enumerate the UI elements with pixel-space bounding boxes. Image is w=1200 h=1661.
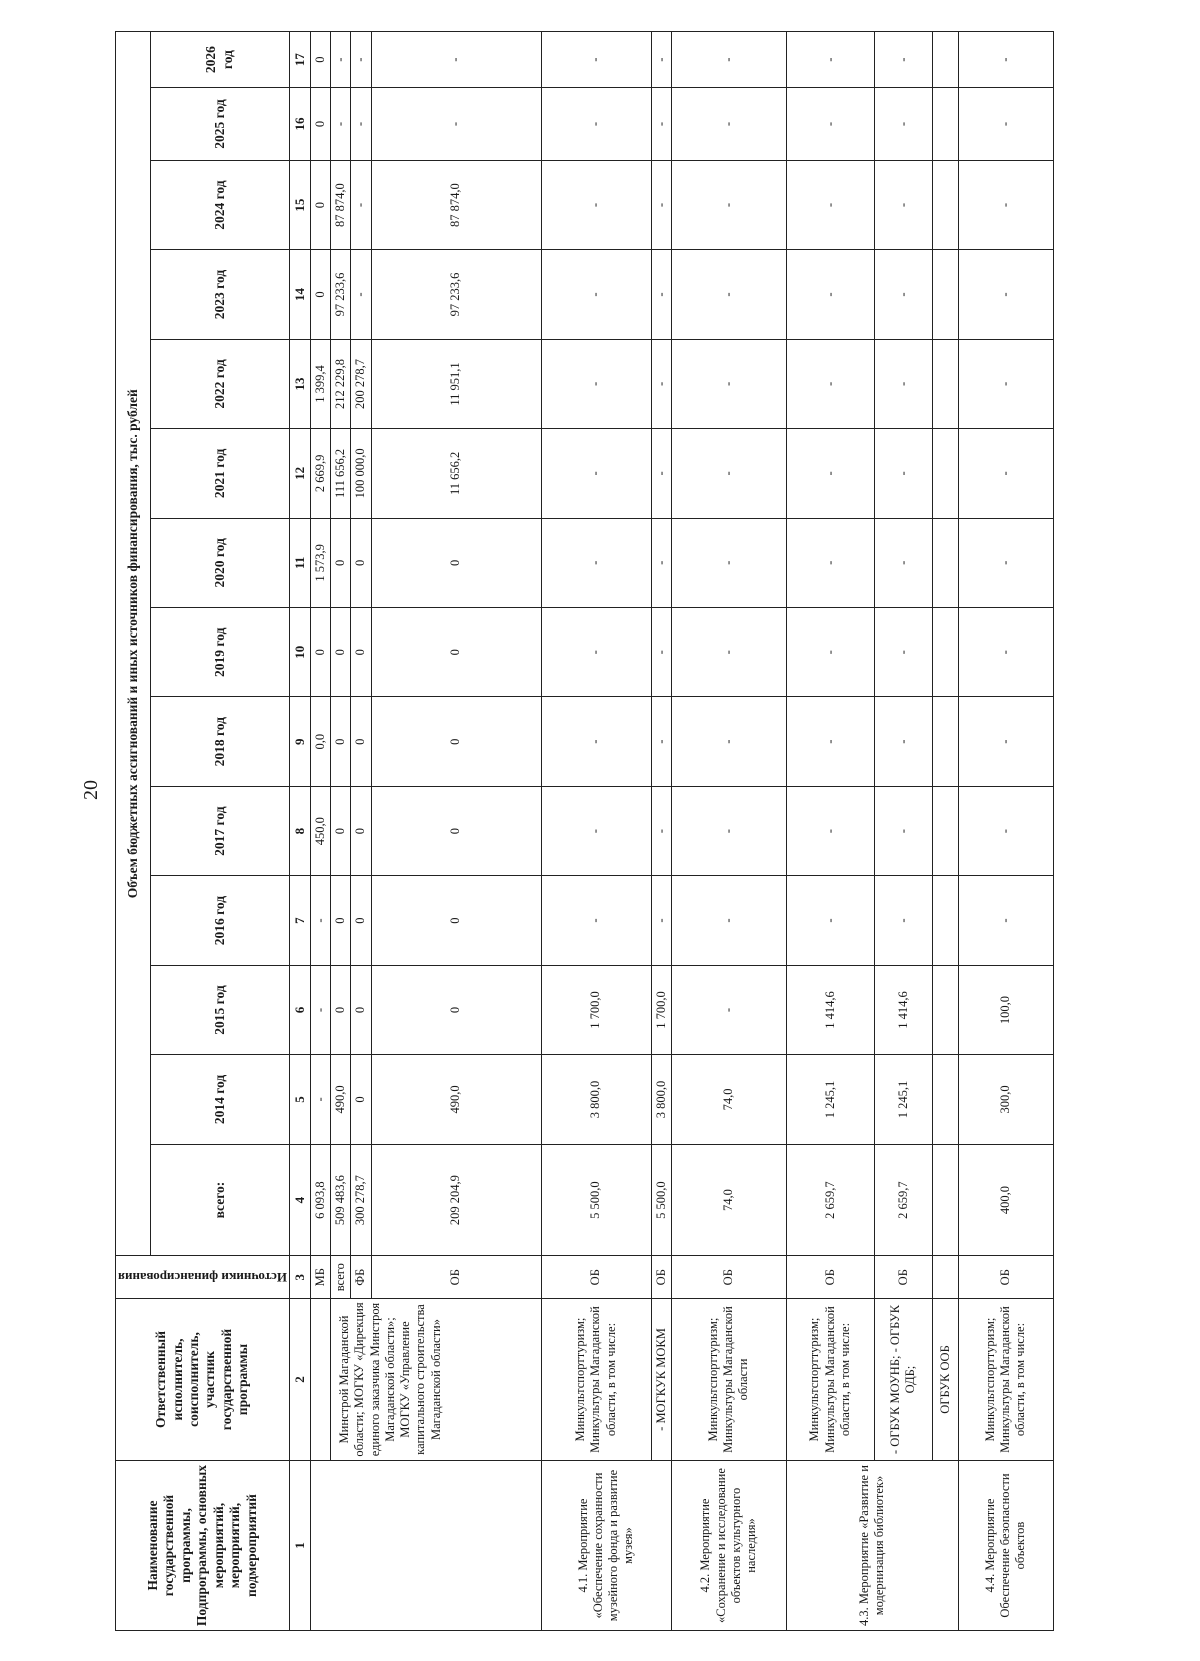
value-cell: - [351, 32, 371, 88]
row-name [310, 1461, 541, 1631]
header-year: 2023 год [150, 250, 289, 339]
value-cell: 0 [310, 88, 330, 161]
value-cell: - [958, 786, 1053, 875]
value-cell [932, 429, 958, 518]
value-cell: 0 [331, 608, 351, 697]
value-cell: 0 [351, 965, 371, 1054]
table-row [786, 32, 874, 1631]
header-year: 2018 год [150, 697, 289, 786]
value-cell: 1 245,1 [786, 1055, 874, 1144]
value-cell: 2 659,7 [874, 1144, 932, 1256]
header-year: 2021 год [150, 429, 289, 518]
header-year: 2020 год [150, 518, 289, 607]
value-cell: 400,0 [958, 1144, 1053, 1256]
row-name: 4.2. Мероприятие «Сохранение и исследование объектов культурного наследия» [671, 1461, 786, 1631]
value-cell [932, 88, 958, 161]
value-cell: 6 093,8 [310, 1144, 330, 1256]
column-number: 2 [289, 1298, 310, 1460]
value-cell [932, 160, 958, 249]
value-cell [932, 786, 958, 875]
value-cell: - [541, 608, 651, 697]
value-cell: - [671, 88, 786, 161]
row-source: ФБ [351, 1256, 371, 1298]
value-cell: - [351, 160, 371, 249]
value-cell: - [541, 88, 651, 161]
value-cell: - [651, 518, 671, 607]
value-cell: 0 [331, 876, 351, 965]
value-cell: - [958, 32, 1053, 88]
row-executor: Минкультспорттуризм; Минкультуры Магаданской области, в том числе: [786, 1298, 874, 1460]
value-cell: 0 [371, 518, 541, 607]
value-cell [932, 876, 958, 965]
value-cell: 1 700,0 [651, 965, 671, 1054]
value-cell: 0 [331, 697, 351, 786]
value-cell: - [541, 339, 651, 428]
value-cell: 0 [371, 786, 541, 875]
header-year: 2015 год [150, 965, 289, 1054]
value-cell: 100,0 [958, 965, 1053, 1054]
value-cell: - [651, 339, 671, 428]
value-cell: - [786, 250, 874, 339]
value-cell: - [958, 608, 1053, 697]
value-cell: - [958, 697, 1053, 786]
column-number: 1 [289, 1461, 310, 1631]
row-name: 4.3. Мероприятие «Развитие и модернизация библиотек» [786, 1461, 958, 1631]
value-cell: - [671, 608, 786, 697]
row-source: ОБ [651, 1256, 671, 1298]
table-row [310, 32, 330, 1631]
value-cell: 0 [310, 160, 330, 249]
value-cell: 87 874,0 [331, 160, 351, 249]
column-number: 17 [289, 32, 310, 88]
column-number: 8 [289, 786, 310, 875]
value-cell: - [874, 429, 932, 518]
table-row [958, 32, 1053, 1631]
value-cell: 11 656,2 [371, 429, 541, 518]
value-cell: - [671, 876, 786, 965]
row-source [932, 1256, 958, 1298]
value-cell: 11 951,1 [371, 339, 541, 428]
row-source: ОБ [671, 1256, 786, 1298]
column-number: 5 [289, 1055, 310, 1144]
value-cell: 0 [310, 608, 330, 697]
value-cell: - [874, 339, 932, 428]
value-cell: 5 500,0 [541, 1144, 651, 1256]
value-cell: 0 [351, 697, 371, 786]
value-cell: - [958, 518, 1053, 607]
value-cell: 300,0 [958, 1055, 1053, 1144]
value-cell: - [541, 876, 651, 965]
value-cell: 0,0 [310, 697, 330, 786]
rotated-page [115, 31, 1115, 1631]
row-executor: ОГБУК ООБ [932, 1298, 958, 1460]
table-row [331, 32, 351, 1631]
column-number: 6 [289, 965, 310, 1054]
value-cell: - [958, 339, 1053, 428]
value-cell: - [541, 786, 651, 875]
header-year: 2014 год [150, 1055, 289, 1144]
row-executor: - ОГБУК МОУНБ; - ОГБУК ОДБ; [874, 1298, 932, 1460]
value-cell: - [310, 876, 330, 965]
value-cell: 0 [310, 250, 330, 339]
value-cell: - [958, 429, 1053, 518]
value-cell: 100 000,0 [351, 429, 371, 518]
column-number: 7 [289, 876, 310, 965]
header-total: всего: [150, 1144, 289, 1256]
value-cell: 5 500,0 [651, 1144, 671, 1256]
value-cell: 1 399,4 [310, 339, 330, 428]
value-cell: 490,0 [331, 1055, 351, 1144]
value-cell: 2 669,9 [310, 429, 330, 518]
value-cell: 212 229,8 [331, 339, 351, 428]
value-cell: - [786, 518, 874, 607]
column-number: 12 [289, 429, 310, 518]
value-cell: - [651, 160, 671, 249]
column-number: 16 [289, 88, 310, 161]
value-cell: - [786, 697, 874, 786]
value-cell: - [874, 250, 932, 339]
table-row [932, 32, 958, 1631]
value-cell: - [874, 160, 932, 249]
value-cell: 97 233,6 [371, 250, 541, 339]
value-cell: 0 [331, 518, 351, 607]
value-cell: 450,0 [310, 786, 330, 875]
value-cell: - [671, 697, 786, 786]
value-cell: - [671, 786, 786, 875]
value-cell: - [874, 88, 932, 161]
row-executor-empty [310, 1298, 330, 1460]
value-cell: - [958, 88, 1053, 161]
value-cell [932, 518, 958, 607]
value-cell: - [671, 32, 786, 88]
value-cell: - [874, 608, 932, 697]
header-name: Наименование государственной программы, Подпрограммы, основных мероприятий, мероприятий, подмероприятий [116, 1461, 290, 1631]
value-cell: - [874, 876, 932, 965]
value-cell: 3 800,0 [651, 1055, 671, 1144]
value-cell: - [541, 250, 651, 339]
value-cell [932, 250, 958, 339]
row-source: ОБ [874, 1256, 932, 1298]
value-cell: 74,0 [671, 1055, 786, 1144]
value-cell: - [671, 339, 786, 428]
value-cell: 0 [351, 786, 371, 875]
header-source: Источники финансирования [118, 1270, 287, 1286]
header-source-cell [116, 1256, 290, 1298]
value-cell [932, 1144, 958, 1256]
value-cell: 0 [351, 608, 371, 697]
value-cell: - [541, 160, 651, 249]
header-year: 2019 год [150, 608, 289, 697]
table-row [874, 32, 932, 1631]
value-cell: 0 [351, 876, 371, 965]
value-cell: 0 [371, 965, 541, 1054]
header-year: 2022 год [150, 339, 289, 428]
value-cell: 1 700,0 [541, 965, 651, 1054]
header-year: 2017 год [150, 786, 289, 875]
value-cell: - [331, 32, 351, 88]
value-cell: 200 278,7 [351, 339, 371, 428]
value-cell: - [651, 429, 671, 518]
value-cell: 0 [351, 518, 371, 607]
row-executor: Минстрой Магаданской области; МОГКУ «Дирекция единого заказчика Минстроя Магаданской области»; МОГКУ «Управление капитального строительства Магаданской области» [331, 1298, 542, 1460]
header-year: 2025 год [150, 88, 289, 161]
value-cell: - [874, 32, 932, 88]
table-row [671, 32, 786, 1631]
header-year: 2016 год [150, 876, 289, 965]
value-cell: 300 278,7 [351, 1144, 371, 1256]
column-number: 10 [289, 608, 310, 697]
value-cell: - [786, 786, 874, 875]
value-cell: 1 573,9 [310, 518, 330, 607]
value-cell: - [874, 518, 932, 607]
value-cell: 209 204,9 [371, 1144, 541, 1256]
value-cell: 74,0 [671, 1144, 786, 1256]
header-financing-volume: Объем бюджетных ассигнований и иных источников финансирования, тыс. рублей [116, 32, 151, 1256]
financing-table [115, 31, 1054, 1631]
header-executor: Ответственный исполнитель, соисполнитель, участник государственной программы [116, 1298, 290, 1460]
table-row [541, 32, 651, 1631]
value-cell [932, 339, 958, 428]
value-cell: - [541, 429, 651, 518]
column-number: 13 [289, 339, 310, 428]
value-cell: - [958, 160, 1053, 249]
value-cell: 1 245,1 [874, 1055, 932, 1144]
value-cell: - [786, 429, 874, 518]
row-source: ОБ [786, 1256, 874, 1298]
row-executor: Минкультспорттуризм; Минкультуры Магаданской области, в том числе: [541, 1298, 651, 1460]
value-cell: - [651, 876, 671, 965]
table-row [651, 32, 671, 1631]
header-year: 2026 год [150, 32, 289, 88]
value-cell: 0 [351, 1055, 371, 1144]
value-cell [932, 32, 958, 88]
row-executor: Минкультспорттуризм; Минкультуры Магаданской области, в том числе: [958, 1298, 1053, 1460]
value-cell: 3 800,0 [541, 1055, 651, 1144]
column-number: 15 [289, 160, 310, 249]
value-cell: - [651, 32, 671, 88]
value-cell: - [331, 88, 351, 161]
value-cell: - [310, 1055, 330, 1144]
value-cell: 1 414,6 [874, 965, 932, 1054]
column-number: 9 [289, 697, 310, 786]
row-executor: - МОГКУК МОКМ [651, 1298, 671, 1460]
value-cell: - [371, 88, 541, 161]
page-number: 20 [80, 780, 102, 800]
value-cell: - [541, 32, 651, 88]
column-number: 3 [289, 1256, 310, 1298]
value-cell [932, 608, 958, 697]
value-cell: 97 233,6 [331, 250, 351, 339]
value-cell: - [541, 518, 651, 607]
row-source: МБ [310, 1256, 330, 1298]
value-cell: - [786, 608, 874, 697]
value-cell: - [786, 88, 874, 161]
value-cell [932, 1055, 958, 1144]
value-cell: - [671, 429, 786, 518]
value-cell: - [310, 965, 330, 1054]
column-number: 14 [289, 250, 310, 339]
value-cell: 2 659,7 [786, 1144, 874, 1256]
value-cell: - [786, 339, 874, 428]
value-cell: - [651, 786, 671, 875]
value-cell: 111 656,2 [331, 429, 351, 518]
row-source: ОБ [958, 1256, 1053, 1298]
value-cell: - [671, 160, 786, 249]
value-cell: 0 [371, 876, 541, 965]
value-cell: - [541, 697, 651, 786]
value-cell: 0 [331, 965, 351, 1054]
value-cell: - [874, 786, 932, 875]
value-cell: - [371, 32, 541, 88]
value-cell: 0 [371, 697, 541, 786]
value-cell: - [651, 250, 671, 339]
value-cell: - [958, 876, 1053, 965]
value-cell: - [671, 250, 786, 339]
value-cell: 87 874,0 [371, 160, 541, 249]
row-source: всего [331, 1256, 351, 1298]
value-cell: - [651, 88, 671, 161]
value-cell [932, 965, 958, 1054]
value-cell: - [786, 160, 874, 249]
header-year: 2024 год [150, 160, 289, 249]
value-cell: 1 414,6 [786, 965, 874, 1054]
value-cell: - [671, 965, 786, 1054]
value-cell: - [874, 697, 932, 786]
value-cell: - [351, 88, 371, 161]
value-cell: - [651, 697, 671, 786]
value-cell: - [351, 250, 371, 339]
row-name: 4.1. Мероприятие «Обеспечение сохранности музейного фонда и развитие музея» [541, 1461, 671, 1631]
value-cell: 0 [310, 32, 330, 88]
value-cell: 509 483,6 [331, 1144, 351, 1256]
column-number: 4 [289, 1144, 310, 1256]
value-cell: - [651, 608, 671, 697]
row-source: ОБ [371, 1256, 541, 1298]
row-source: ОБ [541, 1256, 651, 1298]
column-number: 11 [289, 518, 310, 607]
value-cell: - [958, 250, 1053, 339]
value-cell: - [786, 876, 874, 965]
value-cell: - [786, 32, 874, 88]
row-executor: Минкультспорттуризм; Минкультуры Магаданской области [671, 1298, 786, 1460]
value-cell: - [671, 518, 786, 607]
value-cell: 0 [331, 786, 351, 875]
value-cell: 490,0 [371, 1055, 541, 1144]
value-cell: 0 [371, 608, 541, 697]
row-name: 4.4. Мероприятие Обеспечение безопасности объектов [958, 1461, 1053, 1631]
value-cell [932, 697, 958, 786]
